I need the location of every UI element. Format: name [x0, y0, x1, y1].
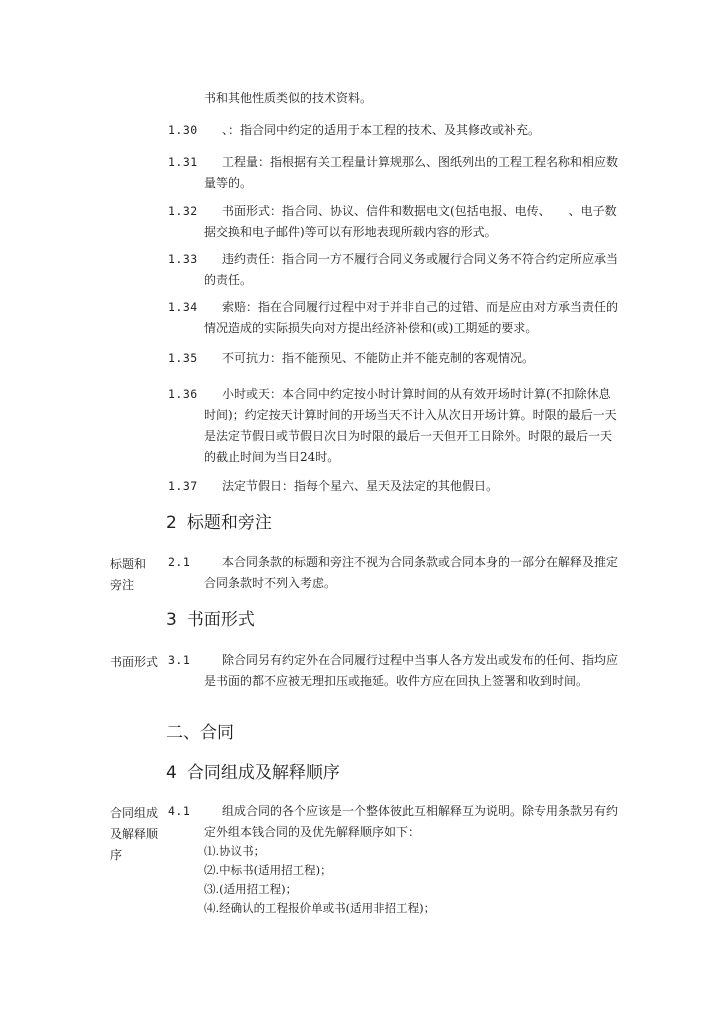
part-heading: 二、合同 [166, 723, 234, 743]
clause-number: 1.31 [168, 155, 198, 169]
clause-1-36 [168, 384, 618, 468]
section-number: 2 [166, 513, 177, 533]
clause-1-33 [168, 249, 618, 291]
clause-text: 违约责任：指合同一方不履行合同义务或履行合同义务不符合约定所应承当的责任。 [204, 252, 619, 287]
section-number: 3 [166, 610, 177, 630]
clause-3-1 [168, 650, 618, 692]
continuation-text: 书和其他性质类似的技术资料。 [204, 91, 373, 105]
clause-text: 法定节假日：指每个星六、星天及法定的其他假日。 [222, 479, 499, 493]
clause-number: 1.33 [168, 252, 198, 266]
clause-text: 小时或天：本合同中约定按小时计算时间的从有效开场时计算(不扣除休息时间)；约定按天计算时间的开场当天不计入从次日开场计算。时限的最后一天是法定节假日或节假日次日为时限的最后一天但开工日除外。时限的最后一天的截止时间为当日24时。 [204, 387, 617, 464]
clause-text: 除合同另有约定外在合同履行过程中当事人各方发出或发布的任何、指均应是书面的都不应被无理扣压或拖延。收件方应在回执上签署和收到时间。 [204, 653, 619, 688]
clause-text: 工程量：指根据有关工程量计算规那么、图纸列出的工程工程名称和相应数量等的。 [204, 155, 619, 190]
clause-number: 1.36 [168, 387, 198, 401]
clause-text: 、：指合同中约定的适用于本工程的技术、及其修改或补充。 [222, 123, 541, 137]
clause-1-35 [168, 348, 618, 369]
clause-4-1 [168, 801, 618, 843]
list-item: ⑷.经确认的工程报价单或书(适用非招工程)； [204, 901, 436, 915]
side-note-2: 标题和旁注 [110, 557, 147, 592]
clause-number: 1.35 [168, 351, 198, 365]
side-note-4: 合同组成及解释顺序 [110, 806, 159, 862]
clause-number: 1.32 [168, 204, 198, 218]
clause-1-31 [168, 152, 618, 194]
list-item: ⑴.协议书； [204, 844, 266, 858]
clause-text: 不可抗力：指不能预见、不能防止并不能克制的客观情况。 [222, 351, 535, 365]
clause-2-1 [168, 552, 618, 594]
clause-text: 书面形式：指合同、协议、信件和数据电文(包括电报、电传、 、电子数据交换和电子邮件)等可以有形地表现所载内容的形式。 [204, 204, 617, 239]
section-title: 合同组成及解释顺序 [186, 763, 340, 783]
section-number: 4 [166, 763, 177, 783]
clause-1-30 [168, 120, 618, 141]
section-heading-2 [166, 511, 272, 535]
list-item: ⑶.(适用招工程)； [204, 882, 298, 896]
clause-1-34 [168, 297, 618, 339]
section-heading-3 [166, 608, 255, 632]
clause-1-32 [168, 201, 618, 243]
clause-number: 3.1 [168, 653, 191, 667]
order-list [204, 842, 435, 918]
clause-number: 1.37 [168, 479, 198, 493]
clause-number: 2.1 [168, 555, 191, 569]
clause-1-37 [168, 476, 618, 497]
clause-number: 4.1 [168, 804, 191, 818]
section-heading-4 [166, 761, 340, 785]
section-title: 书面形式 [186, 610, 255, 630]
clause-text: 组成合同的各个应该是一个整体彼此互相解释互为说明。除专用条款另有约定外组本钱合同的及优先解释顺序如下： [204, 804, 619, 839]
clause-number: 1.34 [168, 300, 198, 314]
list-item: ⑵.中标书(适用招工程)； [204, 863, 332, 877]
clause-text: 本合同条款的标题和旁注不视为合同条款或合同本身的一部分在解释及推定合同条款时不列入考虑。 [204, 555, 619, 590]
clause-number: 1.30 [168, 123, 198, 137]
clause-text: 索赔：指在合同履行过程中对于并非自己的过错、而是应由对方承当责任的情况造成的实际损失向对方提出经济补偿和(或)工期延的要求。 [204, 300, 619, 335]
side-note-3: 书面形式 [110, 655, 159, 669]
section-title: 标题和旁注 [186, 513, 272, 533]
